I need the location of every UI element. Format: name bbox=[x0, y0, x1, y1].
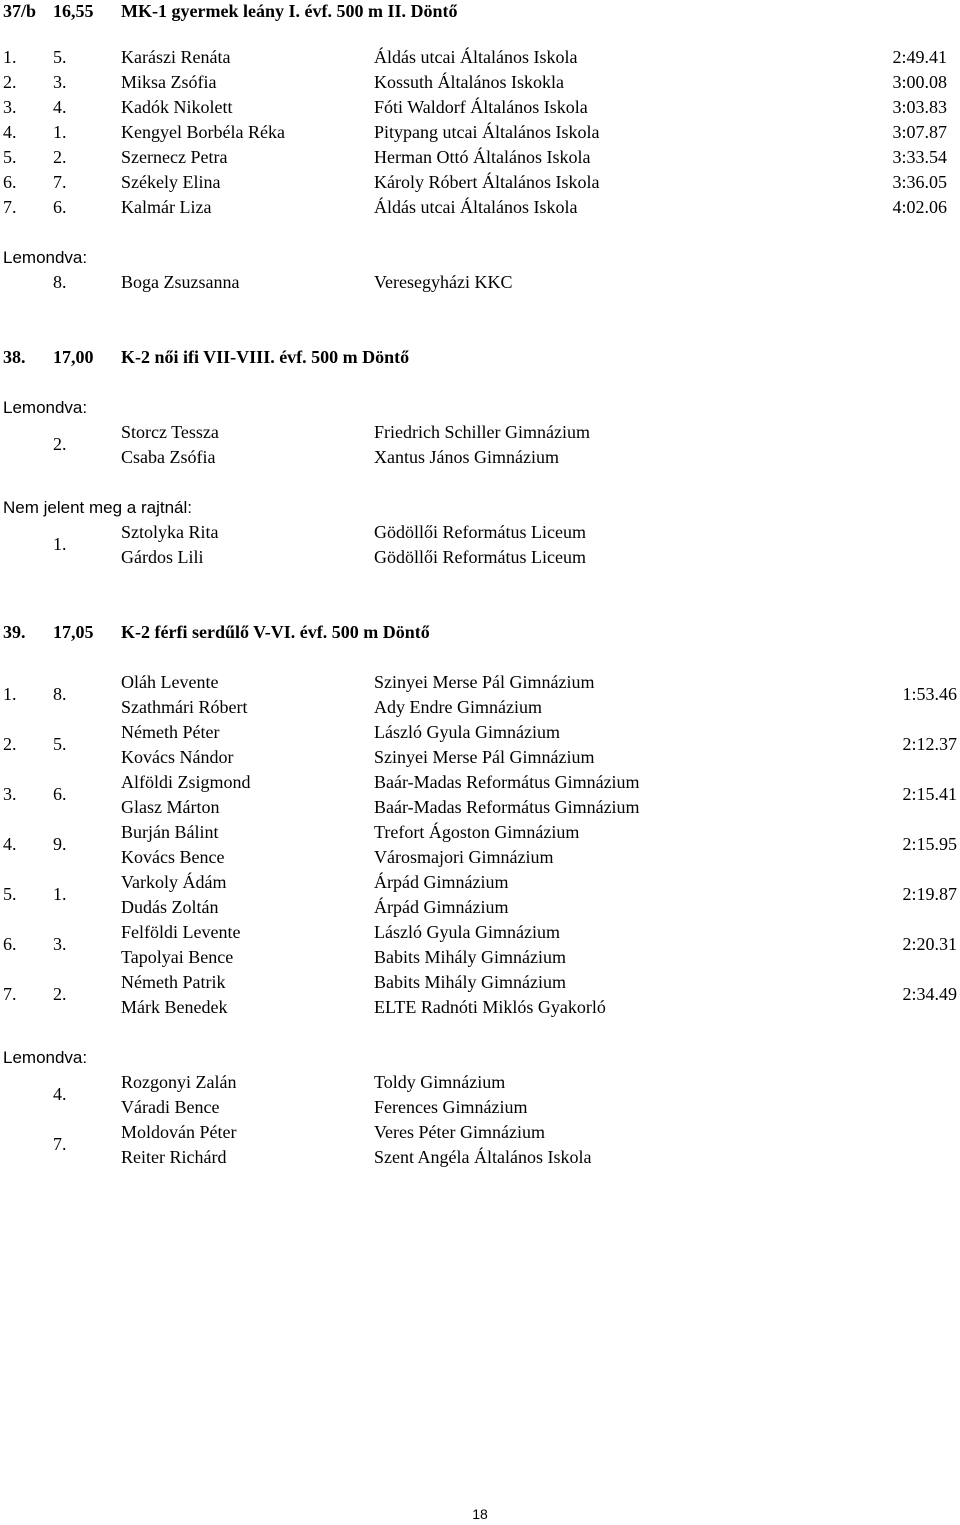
school-name: Babits Mihály Gimnázium bbox=[374, 947, 566, 967]
school-name: Ferences Gimnázium bbox=[374, 1097, 528, 1117]
athlete-name: Márk Benedek bbox=[121, 997, 228, 1017]
place: 1. bbox=[3, 47, 17, 67]
place: 7. bbox=[3, 984, 17, 1004]
school-name: Friedrich Schiller Gimnázium bbox=[374, 422, 590, 442]
result-time: 2:12.37 bbox=[902, 734, 957, 754]
lane: 1. bbox=[53, 534, 67, 554]
athlete-name: Oláh Levente bbox=[121, 672, 219, 692]
athlete-name: Székely Elina bbox=[121, 172, 221, 192]
lane: 8. bbox=[53, 684, 67, 704]
result-time: 3:03.83 bbox=[892, 97, 947, 117]
athlete-name: Kovács Nándor bbox=[121, 747, 234, 767]
place: 6. bbox=[3, 934, 17, 954]
lane: 3. bbox=[53, 72, 67, 92]
lane: 5. bbox=[53, 47, 67, 67]
athlete-name: Dudás Zoltán bbox=[121, 897, 219, 917]
section-title: K-2 női ifi VII-VIII. évf. 500 m Döntő bbox=[121, 347, 410, 367]
lane: 2. bbox=[53, 984, 67, 1004]
athlete-name: Kovács Bence bbox=[121, 847, 225, 867]
athlete-name: Felföldi Levente bbox=[121, 922, 241, 942]
school-name: László Gyula Gimnázium bbox=[374, 922, 560, 942]
athlete-name: Alföldi Zsigmond bbox=[121, 772, 251, 792]
school-name: Baár-Madas Református Gimnázium bbox=[374, 797, 640, 817]
lane: 6. bbox=[53, 197, 67, 217]
section-time: 16,55 bbox=[53, 1, 94, 21]
athlete-name: Németh Péter bbox=[121, 722, 220, 742]
school-name: Károly Róbert Általános Iskola bbox=[374, 172, 600, 192]
section-time: 17,00 bbox=[53, 347, 94, 367]
athlete-name: Szathmári Róbert bbox=[121, 697, 248, 717]
section-time: 17,05 bbox=[53, 622, 94, 642]
result-time: 2:49.41 bbox=[892, 47, 947, 67]
athlete-name: Miksa Zsófia bbox=[121, 72, 217, 92]
lane: 3. bbox=[53, 934, 67, 954]
lane: 5. bbox=[53, 734, 67, 754]
place: 3. bbox=[3, 784, 17, 804]
lane: 2. bbox=[53, 147, 67, 167]
school-name: Ady Endre Gimnázium bbox=[374, 697, 542, 717]
athlete-name: Boga Zsuzsanna bbox=[121, 272, 240, 292]
athlete-name: Németh Patrik bbox=[121, 972, 226, 992]
lane: 7. bbox=[53, 172, 67, 192]
section-number: 38. bbox=[3, 347, 26, 367]
section-title: MK-1 gyermek leány I. évf. 500 m II. Döntő bbox=[121, 1, 458, 21]
result-time: 3:00.08 bbox=[892, 72, 947, 92]
school-name: László Gyula Gimnázium bbox=[374, 722, 560, 742]
result-time: 2:15.41 bbox=[902, 784, 957, 804]
athlete-name: Kadók Nikolett bbox=[121, 97, 233, 117]
place: 2. bbox=[3, 72, 17, 92]
section-title: K-2 férfi serdűlő V-VI. évf. 500 m Döntő bbox=[121, 622, 430, 642]
place: 4. bbox=[3, 122, 17, 142]
school-name: Szent Angéla Általános Iskola bbox=[374, 1147, 592, 1167]
school-name: Baár-Madas Református Gimnázium bbox=[374, 772, 640, 792]
lane: 9. bbox=[53, 834, 67, 854]
school-name: ELTE Radnóti Miklós Gyakorló bbox=[374, 997, 606, 1017]
place: 7. bbox=[3, 197, 17, 217]
athlete-name: Gárdos Lili bbox=[121, 547, 204, 567]
section-number: 37/b bbox=[3, 1, 37, 21]
result-time: 1:53.46 bbox=[902, 684, 957, 704]
school-name: Gödöllői Református Liceum bbox=[374, 522, 586, 542]
athlete-name: Varkoly Ádám bbox=[121, 872, 227, 892]
athlete-name: Burján Bálint bbox=[121, 822, 219, 842]
result-time: 3:36.05 bbox=[892, 172, 947, 192]
school-name: Gödöllői Református Liceum bbox=[374, 547, 586, 567]
lane: 8. bbox=[53, 272, 67, 292]
athlete-name: Rozgonyi Zalán bbox=[121, 1072, 237, 1092]
school-name: Veres Péter Gimnázium bbox=[374, 1122, 545, 1142]
athlete-name: Szernecz Petra bbox=[121, 147, 228, 167]
school-name: Veresegyházi KKC bbox=[374, 272, 513, 292]
athlete-name: Storcz Tessza bbox=[121, 422, 219, 442]
lane: 1. bbox=[53, 122, 67, 142]
athlete-name: Glasz Márton bbox=[121, 797, 220, 817]
athlete-name: Sztolyka Rita bbox=[121, 522, 219, 542]
athlete-name: Kengyel Borbéla Réka bbox=[121, 122, 285, 142]
athlete-name: Kalmár Liza bbox=[121, 197, 212, 217]
lane: 4. bbox=[53, 1084, 67, 1104]
athlete-name: Váradi Bence bbox=[121, 1097, 220, 1117]
school-name: Árpád Gimnázium bbox=[374, 872, 509, 892]
result-time: 3:07.87 bbox=[892, 122, 947, 142]
place: 5. bbox=[3, 147, 17, 167]
school-name: Pitypang utcai Általános Iskola bbox=[374, 122, 600, 142]
athlete-name: Tapolyai Bence bbox=[121, 947, 234, 967]
lane: 2. bbox=[53, 434, 67, 454]
withdrawn-label: Lemondva: bbox=[3, 398, 88, 417]
place: 1. bbox=[3, 684, 17, 704]
school-name: Herman Ottó Általános Iskola bbox=[374, 147, 591, 167]
result-time: 2:15.95 bbox=[902, 834, 957, 854]
noshow-label: Nem jelent meg a rajtnál: bbox=[3, 498, 192, 517]
result-time: 3:33.54 bbox=[892, 147, 947, 167]
result-time: 2:20.31 bbox=[902, 934, 957, 954]
place: 6. bbox=[3, 172, 17, 192]
athlete-name: Moldován Péter bbox=[121, 1122, 237, 1142]
lane: 6. bbox=[53, 784, 67, 804]
result-time: 2:19.87 bbox=[902, 884, 957, 904]
section-number: 39. bbox=[3, 622, 26, 642]
place: 2. bbox=[3, 734, 17, 754]
school-name: Áldás utcai Általános Iskola bbox=[374, 47, 578, 67]
lane: 7. bbox=[53, 1134, 67, 1154]
school-name: Szinyei Merse Pál Gimnázium bbox=[374, 747, 595, 767]
place: 3. bbox=[3, 97, 17, 117]
page-number: 18 bbox=[472, 1506, 488, 1522]
place: 5. bbox=[3, 884, 17, 904]
school-name: Fóti Waldorf Általános Iskola bbox=[374, 97, 588, 117]
school-name: Xantus János Gimnázium bbox=[374, 447, 559, 467]
school-name: Árpád Gimnázium bbox=[374, 897, 509, 917]
athlete-name: Karászi Renáta bbox=[121, 47, 231, 67]
athlete-name: Csaba Zsófia bbox=[121, 447, 216, 467]
lane: 4. bbox=[53, 97, 67, 117]
lane: 1. bbox=[53, 884, 67, 904]
withdrawn-label: Lemondva: bbox=[3, 1048, 88, 1067]
school-name: Babits Mihály Gimnázium bbox=[374, 972, 566, 992]
school-name: Városmajori Gimnázium bbox=[374, 847, 554, 867]
place: 4. bbox=[3, 834, 17, 854]
result-time: 4:02.06 bbox=[892, 197, 947, 217]
school-name: Szinyei Merse Pál Gimnázium bbox=[374, 672, 595, 692]
school-name: Trefort Ágoston Gimnázium bbox=[374, 822, 580, 842]
school-name: Toldy Gimnázium bbox=[374, 1072, 506, 1092]
athlete-name: Reiter Richárd bbox=[121, 1147, 227, 1167]
school-name: Áldás utcai Általános Iskola bbox=[374, 197, 578, 217]
result-time: 2:34.49 bbox=[902, 984, 957, 1004]
school-name: Kossuth Általános Iskokla bbox=[374, 72, 564, 92]
withdrawn-label: Lemondva: bbox=[3, 248, 88, 267]
